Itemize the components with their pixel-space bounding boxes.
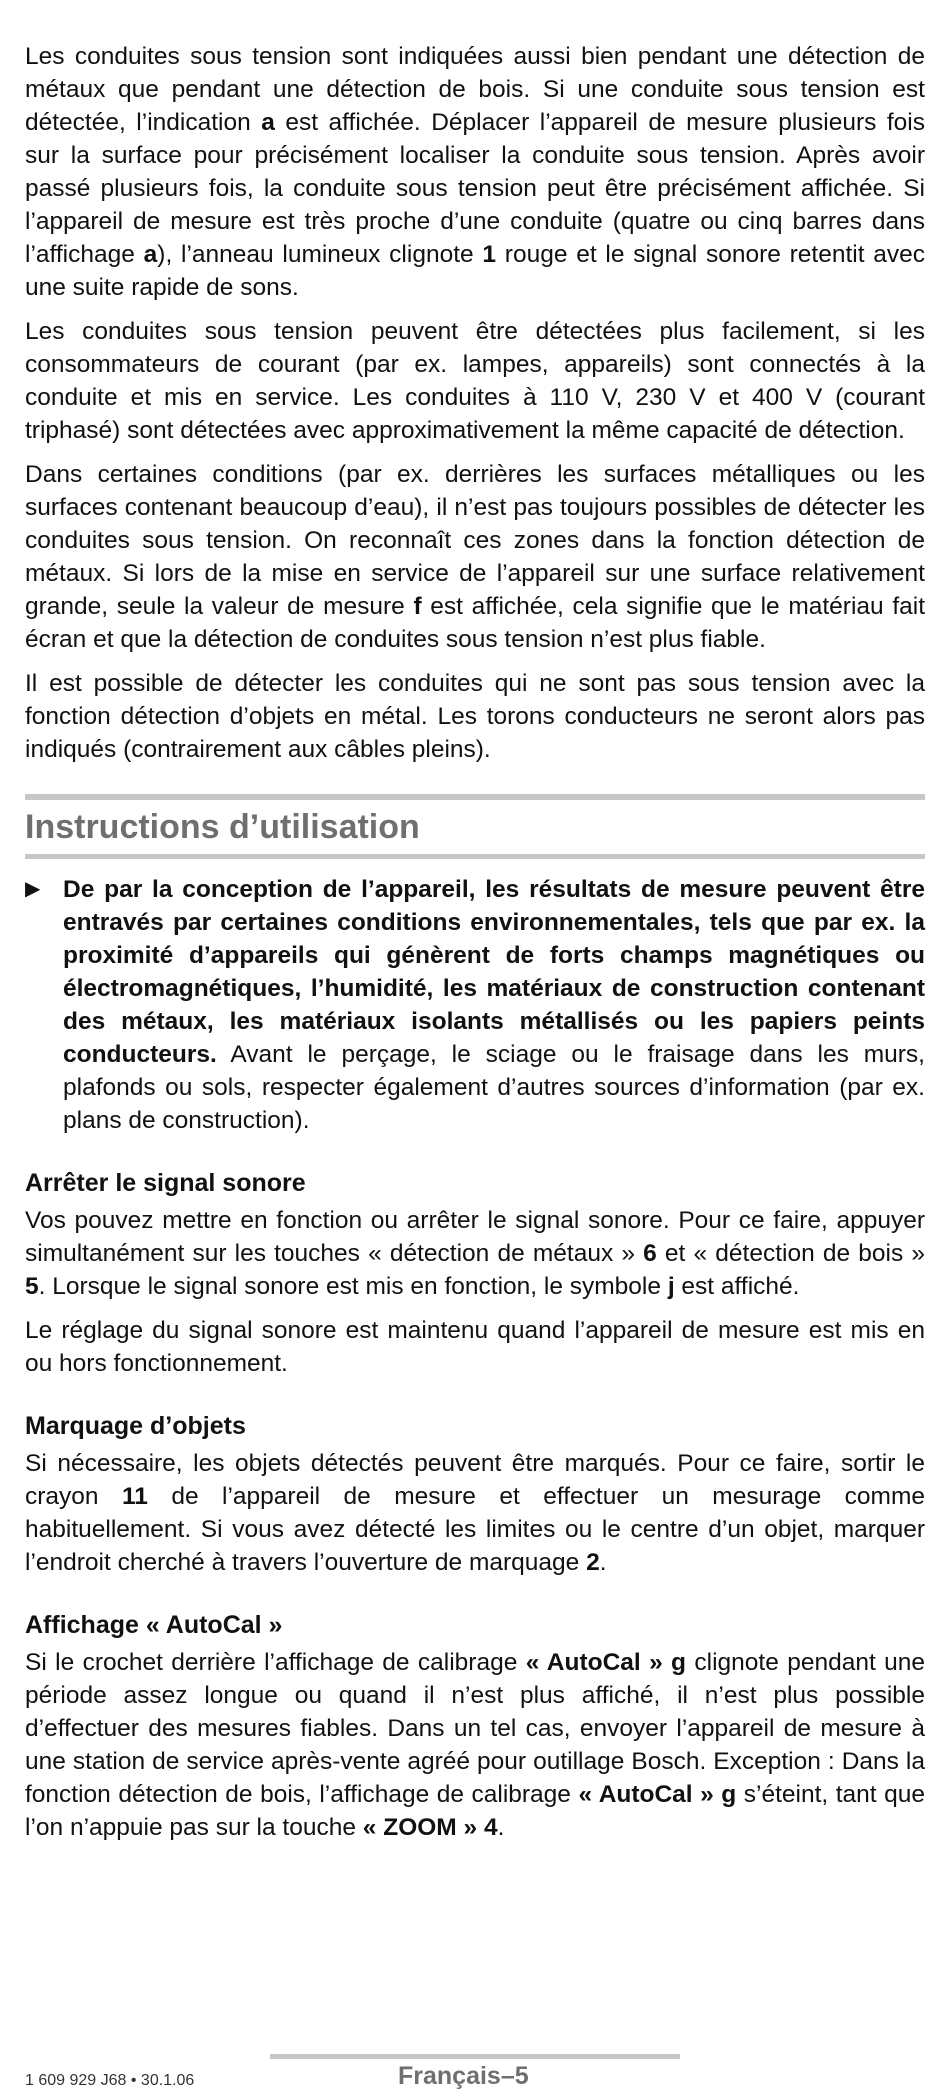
heading-autocal: Affichage « AutoCal »: [25, 1611, 283, 1639]
ref-autocal-g: « AutoCal » g: [525, 1649, 687, 1676]
ref-button-5: 5: [25, 1273, 39, 1300]
heading-object-marking: Marquage d’objets: [25, 1412, 246, 1440]
notice-text: [63, 873, 925, 1137]
notice-body: [63, 873, 925, 1137]
paragraph-non-live-wires: Il est possible de détecter les conduites qui ne sont pas sous tension avec la fonction détection d’objets en métal. Les torons conducteurs ne seront alors pas indiqués (contrairement aux câbles pleins).: [25, 670, 925, 763]
paragraph-object-marking: Si nécessaire, les objets détectés peuvent être marqués. Pour ce faire, sortir le crayon 11 de l’appareil de mesure et effectuer un mesurage comme habituellement. Si vous avez détecté les limites ou le centre d’un objet, marquer l’endroit cherché à travers l’ouverture de marquage 2.: [25, 1450, 926, 1576]
ref-zoom-4: « ZOOM » 4: [362, 1814, 498, 1841]
heading-sound-signal: Arrêter le signal sonore: [25, 1169, 306, 1197]
ref-measure-value-f: f: [413, 593, 422, 620]
ref-light-ring-1: 1: [482, 241, 497, 268]
section-rule-bottom: [25, 854, 925, 859]
paragraph-live-wires-detection: Les conduites sous tension sont indiquées aussi bien pendant une détection de métaux que pendant une détection de bois. Si une conduite sous tension est détectée, l’indication a est affichée. Déplacer l’appareil de mesure plusieurs fois sur la surface pour précisément localiser la conduite sous tension. Après avoir passé plusieurs fois, la conduite sous tension peut être précisément affichée. Si l’appareil de mesure est très proche d’une conduite (quatre ou cinq barres dans l’affichage a), l’anneau lumineux clignote 1 rouge et le signal sonore retentit avec une suite rapide de sons.: [25, 43, 926, 301]
paragraph-sound-setting: Le réglage du signal sonore est maintenu quand l’appareil de mesure est mis en ou hors fonctionnement.: [25, 1317, 925, 1377]
document-code: 1 609 929 J68 • 30.1.06: [25, 2072, 195, 2089]
section-rule-top: [25, 794, 925, 800]
ref-indicator-a-2: a: [143, 241, 158, 268]
ref-indicator-a: a: [261, 109, 275, 136]
ref-autocal-g-2: « AutoCal » g: [578, 1781, 737, 1808]
ref-button-6: 6: [643, 1240, 657, 1267]
document-page: [25, 40, 925, 1855]
warning-notice: [25, 873, 925, 1137]
ref-symbol-j: j: [667, 1273, 675, 1300]
triangle-bullet-icon: ▶: [25, 878, 41, 900]
ref-marking-opening-2: 2: [586, 1549, 600, 1576]
footer-rule: [270, 2054, 680, 2059]
page-number-label: Français–5: [398, 2062, 529, 2090]
ref-pencil-11: 11: [121, 1483, 148, 1510]
paragraph-autocal: Si le crochet derrière l’affichage de calibrage « AutoCal » g clignote pendant une période assez longue ou quand il n’est plus affiché, il n’est plus possible d’effectuer des mesures fiables. Dans un tel cas, envoyer l’appareil de mesure à une station de service après-vente agréé pour outillage Bosch. Exception : Dans la fonction détection de bois, l’affichage de calibrage « AutoCal » g s’éteint, tant que l’on n’appuie pas sur la touche « ZOOM » 4.: [25, 1649, 926, 1841]
paragraph-current-consumers: Les conduites sous tension peuvent être détectées plus facilement, si les consommateurs de courant (par ex. lampes, appareils) sont connectés à la conduite et mis en service. Les conduites à 110 V, 230 V et 400 V (courant triphasé) sont détectées avec approximativement la même capacité de détection.: [25, 318, 925, 444]
page-footer: [0, 2050, 950, 2092]
paragraph-shielding-conditions: Dans certaines conditions (par ex. derrières les surfaces métalliques ou les surfaces contenant beaucoup d’eau), il n’est pas toujours possibles de détecter les conduites sous tension. On reconnaît ces zones dans la fonction détection de métaux. Si lors de la mise en service de l’appareil sur une surface relativement grande, seule la valeur de mesure f est affichée, cela signifie que le matériau fait écran et que la détection de conduites sous tension n’est plus fiable.: [25, 461, 926, 653]
notice-normal-text: Avant le perçage, le sciage ou le fraisage dans les murs, plafonds ou sols, respecter également d’autres sources d’information (par ex. plans de construction).: [63, 1041, 925, 1134]
paragraph-sound-toggle: Vos pouvez mettre en fonction ou arrêter le signal sonore. Pour ce faire, appuyer simultanément sur les touches « détection de métaux » 6 et « détection de bois » 5. Lorsque le signal sonore est mis en fonction, le symbole j est affiché.: [25, 1207, 925, 1300]
notice-bold-text: De par la conception de l’appareil, les résultats de mesure peuvent être entravés par certaines conditions environnementales, tels que par ex. la proximité d’appareils qui génèrent de forts champs magnétiques ou électromagnétiques, l’humidité, les matériaux de construction contenant des métaux, les matériaux isolants métallisés ou les papiers peints conducteurs.: [63, 876, 925, 1068]
section-title: Instructions d’utilisation: [25, 808, 420, 846]
